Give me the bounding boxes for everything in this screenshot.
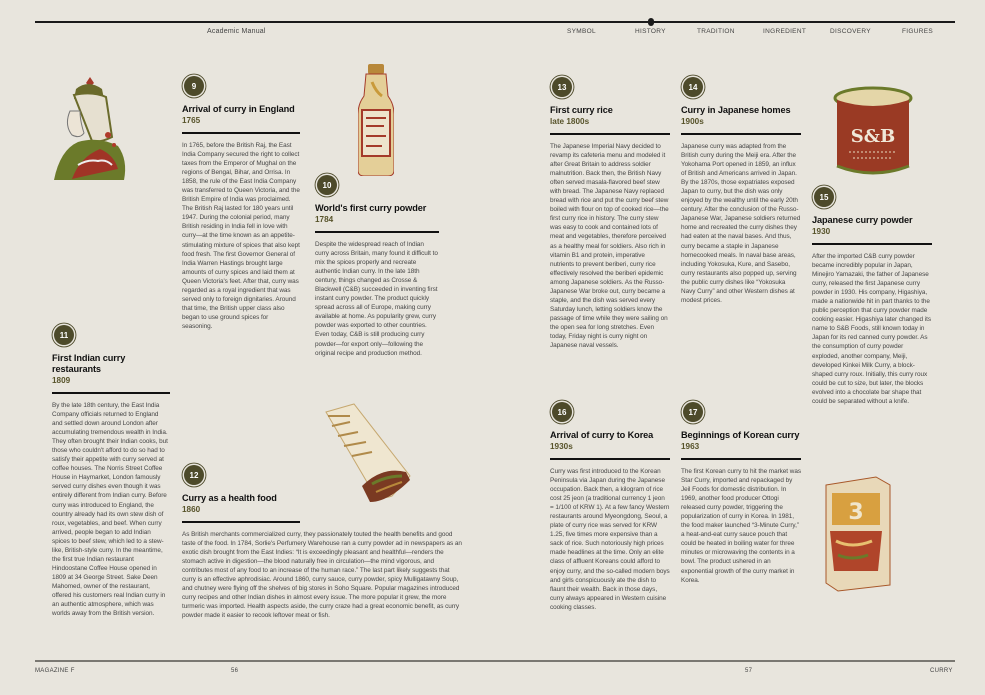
entry-year: 1930s [550, 442, 573, 451]
nav-figures[interactable]: FIGURES [902, 28, 933, 35]
svg-text:3: 3 [848, 500, 864, 525]
entry-number-badge: 14 [683, 77, 703, 97]
timeline-entry-13 [550, 77, 670, 350]
entry-title: Japanese curry powder [812, 215, 913, 225]
entry-title: World's first curry powder [315, 203, 427, 213]
entry-body: After the imported C&B curry powder became incredibly popular in Japan, Minejiro Yamazaki, the father of Japanese curry, released the first Japanese curry powder in 1930. His company, Higashiya, made a nationwide hit in part thanks to the public perception that curry powder made cooking easier. Higashiya later changed its name to S&B Foods, still known today in Japan for its red canned curry powder. As the consumption of curry powder exploded, another company, Meiji, developed Kinkei Milk Curry, a block-shaped curry roux. Initially, this curry roux could be cut to size, but later, the blocks evolved into a chocolate bar shape that could be separated without a knife. [812, 253, 931, 405]
header-rule [35, 21, 955, 23]
entry-number-badge: 9 [184, 76, 204, 96]
timeline-entry-17 [681, 402, 801, 585]
queen-victoria-illustration [48, 75, 128, 190]
entry-number-badge: 10 [317, 175, 337, 195]
entry-year: 1809 [52, 376, 71, 385]
entry-body: As British merchants commercialized curry, they passionately touted the health benefits and good taste of the food. In 1784, Sorlie's Perfumery Warehouse ran a curry powder ad in newspapers as an exotic dish brought from the East Indies: “It is exceedingly pleasant and healthful—renders the stomach active in digestion—the blood naturally free in circulation—the mind vigorous, and contributes most of any food to an increase of the human race.” The last part likely suggests that curry is an effective aphrodisiac. Around 1860, curry sauce, curry powder, spicy Mulligatawny Soup, and chutney were flying off the shelves of big stores in Soho Square. Popular magazines introduced curry recipes and other Indian dishes in almost every issue. The more popular it grew, the more turmeric was imported. Health aspects aside, the curry craze had a great economic benefit, as curry powder made it easier to recook leftover meat or fish. [182, 531, 462, 620]
timeline-entry-16 [550, 402, 670, 612]
entry-divider [681, 458, 801, 460]
entry-year: 1900s [681, 117, 704, 126]
entry-divider [812, 243, 932, 245]
timeline-entry-14 [681, 77, 801, 305]
timeline-entry-12 [182, 465, 462, 620]
entry-divider [182, 521, 300, 523]
entry-divider [52, 392, 170, 394]
page-number-left: 56 [231, 668, 239, 674]
entry-number-badge: 13 [552, 77, 572, 97]
entry-year: 1963 [681, 442, 700, 451]
entry-body: The Japanese Imperial Navy decided to revamp its cafeteria menu and modeled it after Great Britain to address soldier malnutrition. Back then, the British Navy often served masala-flavored beef stew with bread. The Japanese Navy replaced bread with rice and put the curry beef stew boiled with flour on top of cooked rice—the first curry rice in history. The curry stew was easy to cook and contained lots of meat and vegetables, therefore perceived as a healthy meal for soldiers. Also rich in vitamin B1 and protein, imperative nutrients to prevent beriberi, curry rice effectively resolved the beriberi epidemic among Japanese soldiers. As the Russo-Japanese War broke out, curry became a staple, and the dish was served every Saturday lunch, letting soldiers know the passage of time while they were sailing on the open sea for long stretches. Even today, Friday night is curry night on Japanese naval vessels. [550, 143, 669, 350]
entry-year: late 1800s [550, 117, 590, 126]
footer-rule [35, 660, 955, 662]
entry-body: By the late 18th century, the East India Company officials returned to England and settled down around London after accumulating tremendous wealth in India. They often brought their Indian cooks, but those who couldn't afford to do so had to satisfy their appetite with curry served at coffee houses. The Norris Street Coffee House in Haymarket, London famously served curry dishes even though it was entirely different from Indian curry. Before curry was introduced to England, the country already had its own stew dish of roux, vegetables, and beef. When curry arrived, people began to add Indian spices to beef stew, which led to a stew-like, British-style curry. In the meantime, the first true Indian restaurant Hindoostane Coffee House opened in 1809 at 34 George Street. Sake Deen Mahomed, owner of the restaurant, offered his customers real Indian curry in an authentic atmosphere, which was worlds away from the British version. [52, 402, 168, 618]
entry-year: 1784 [315, 215, 334, 224]
magazine-name: MAGAZINE F [35, 668, 75, 674]
entry-year: 1860 [182, 505, 201, 514]
timeline-entry-9 [182, 76, 300, 331]
nav-symbol[interactable]: SYMBOL [567, 28, 596, 35]
issue-topic: CURRY [930, 668, 953, 674]
entry-number-badge: 17 [683, 402, 703, 422]
nav-ingredient[interactable]: INGREDIENT [763, 28, 807, 35]
entry-body: Despite the widespread reach of Indian curry across Britain, many found it difficult to mix the spices properly and recreate authentic Indian curry. In the late 18th century, things changed as Crosse & Blackwell (C&B) succeeded in inventing first instant curry powder. The product quickly spread across all of Europe, making curry available at home. As popularity grew, curry powder was exported to other countries. Even today, C&B is still producing curry powder—for export only—following the original recipe and production method. [315, 241, 438, 357]
active-section-marker [648, 18, 654, 26]
entry-title: Arrival of curry to Korea [550, 430, 654, 440]
entry-body: Japanese curry was adapted from the British curry during the Meiji era. After the Yokohama Port opened in 1859, an influx of British and Americans arrived in Japan. By the 1870s, those expatriates exposed Japan to curry, but the dish was only enjoyed by the wealthy until the early 20th century. After the conclusion of the Russo-Japanese War, Japanese soldiers returned home and recreated the curry dishes they had eaten at the naval bases. And thus, curry became a staple in Japanese homecooked meals. In naval base areas, including Yokosuka, Kure, and Sasebo, curry restaurants also popped up, serving the public curry dishes like “Yokosuka Navy Curry” and other Western dishes at modest prices. [681, 143, 801, 304]
entry-divider [550, 133, 670, 135]
entry-title: Beginnings of Korean curry [681, 430, 800, 440]
timeline-entry-15 [812, 187, 932, 406]
entry-divider [550, 458, 670, 460]
entry-year: 1930 [812, 227, 831, 236]
entry-number-badge: 11 [54, 325, 74, 345]
entry-number-badge: 12 [184, 465, 204, 485]
timeline-entry-11 [52, 325, 170, 618]
3-minute-curry-box-illustration [822, 475, 894, 593]
nav-discovery[interactable]: DISCOVERY [830, 28, 871, 35]
nav-history[interactable]: HISTORY [635, 28, 666, 35]
sb-curry-can-illustration [833, 86, 913, 182]
entry-year: 1765 [182, 116, 201, 125]
entry-body: In 1765, before the British Raj, the East India Company secured the right to collect taxes from the Emperor of Mughal on the regions of Bengal, Bihar, and Orrisa. In 1858, the rule of the East India Company was transferred to Queen Victoria, and the British Empire of India was proclaimed. The British Raj lasted for 180 years until 1947. During the colonial period, many British residing in India fell in love with curry—at the time known as an appetite-stimulating mixture of spices that also kept food fresh. The first Governor General of India Warren Hastings brought large amounts of curry spices and laid them at Queen Victoria's feet. After that, curry was regarded as a royal ingredient that was served only to foreign dignitaries. Around that time, the British upper class also began to use ground spices for seasoning. [182, 142, 300, 330]
entry-divider [182, 132, 300, 134]
entry-divider [315, 231, 439, 233]
entry-divider [681, 133, 801, 135]
nav-tradition[interactable]: TRADITION [697, 28, 735, 35]
timeline-entry-10 [315, 175, 439, 358]
entry-title: First Indian curry restaurants [52, 353, 126, 374]
entry-title: First curry rice [550, 105, 613, 115]
entry-title: Curry in Japanese homes [681, 105, 791, 115]
entry-body: The first Korean curry to hit the market was Star Curry, imported and repackaged by Jeil Foods for domestic distribution. In 1969, another food producer Ottogi released curry powder, triggering the popularization of curry in Korea. In 1981, the food maker launched “3-Minute Curry,” a heat-and-eat curry sauce pouch that could be heated in boiling water for three minutes or microwaving the contents in a bowl. The product ushered in an exponential growth of the curry market in Korea. [681, 468, 801, 584]
entry-number-badge: 16 [552, 402, 572, 422]
entry-body: Curry was first introduced to the Korean Peninsula via Japan during the Japanese occupation. Back then, a kilogram of rice cost 25 jeon (a traditional currency 1 jeon = 1/100 of KRW 1). At a few fancy Western restaurants around Myeongdong, Seoul, a plate of curry rice was served for KRW 1.25, five times more expensive than a sack of rice. Such notoriously high prices made headlines at the time. Only an elite class of affluent Koreans could afford to enjoy curry, and the so-called modern boys and girls conspicuously ate the dish to flaunt their wealth. Back in those days, curry always appeared in Western cuisine cooking classes. [550, 468, 670, 611]
curry-powder-bottle-illustration [358, 64, 394, 176]
entry-title: Curry as a health food [182, 493, 277, 503]
entry-number-badge: 15 [814, 187, 834, 207]
page-number-right: 57 [745, 668, 753, 674]
entry-title: Arrival of curry in England [182, 104, 295, 114]
sb-logo-text: S&B [850, 126, 896, 147]
section-label: Academic Manual [207, 28, 266, 35]
